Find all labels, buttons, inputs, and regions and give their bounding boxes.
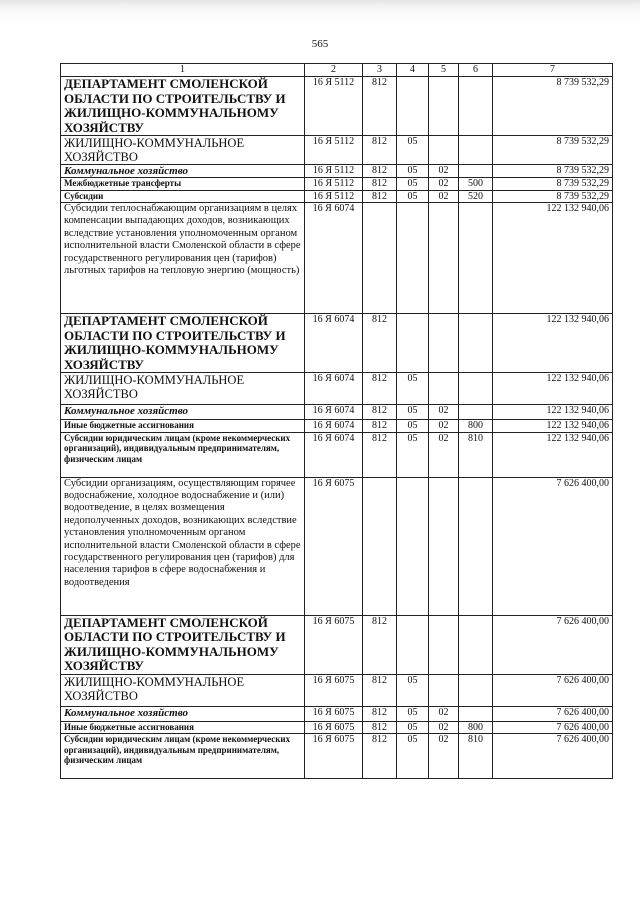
table-row xyxy=(61,405,613,420)
ministry-code xyxy=(363,203,397,314)
target-article-code: 16 Я 6074 xyxy=(305,203,363,314)
table-row xyxy=(61,721,613,734)
subsection-code xyxy=(429,203,459,314)
amount-value: 7 626 400,00 xyxy=(493,674,613,706)
ministry-code: 812 xyxy=(363,190,397,203)
row-name: Субсидии организациям, осуществляющим горячее водоснабжение, холодное водоснабжение и (или) водоотведение, в целях возмещения недополученных доходов, возникающих вследствие установления уполномоченным органом исполнительной власти Смоленской области в сфере государственного регулирования цен (тарифов) для населения тарифов в сфере водоснабжения и водоотведения xyxy=(61,477,305,615)
subsection-code xyxy=(429,136,459,165)
row-name: Субсидии теплоснабжающим организациям в целях компенсации выпадающих доходов, возникающих вследствие установления уполномоченным органом исполнительной власти Смоленской области в сфере государственного регулирования цен (тарифов) льготных тарифов на тепловую энергию (мощность) xyxy=(61,203,305,314)
ministry-code xyxy=(363,477,397,615)
subsection-code xyxy=(429,615,459,674)
expense-type-code xyxy=(459,314,493,373)
section-code xyxy=(397,77,429,136)
ministry-code: 812 xyxy=(363,373,397,405)
section-code xyxy=(397,203,429,314)
row-name: Коммунальное хозяйство xyxy=(61,165,305,178)
row-name: Иные бюджетные ассигнования xyxy=(61,721,305,734)
table-row xyxy=(61,314,613,373)
expense-type-code: 500 xyxy=(459,178,493,191)
amount-value: 8 739 532,29 xyxy=(493,190,613,203)
ministry-code: 812 xyxy=(363,721,397,734)
section-code: 05 xyxy=(397,432,429,477)
expense-type-code xyxy=(459,77,493,136)
section-code: 05 xyxy=(397,165,429,178)
expense-type-code xyxy=(459,706,493,721)
ministry-code: 812 xyxy=(363,615,397,674)
target-article-code: 16 Я 5112 xyxy=(305,190,363,203)
expense-type-code xyxy=(459,165,493,178)
ministry-code: 812 xyxy=(363,420,397,433)
ministry-code: 812 xyxy=(363,178,397,191)
table-row xyxy=(61,734,613,779)
section-code xyxy=(397,615,429,674)
row-name: Коммунальное хозяйство xyxy=(61,405,305,420)
amount-value: 7 626 400,00 xyxy=(493,721,613,734)
target-article-code: 16 Я 6075 xyxy=(305,674,363,706)
target-article-code: 16 Я 6075 xyxy=(305,721,363,734)
target-article-code: 16 Я 5112 xyxy=(305,165,363,178)
subsection-code: 02 xyxy=(429,721,459,734)
ministry-code: 812 xyxy=(363,165,397,178)
expense-type-code xyxy=(459,373,493,405)
subsection-code: 02 xyxy=(429,432,459,477)
ministry-code: 812 xyxy=(363,136,397,165)
section-code: 05 xyxy=(397,674,429,706)
amount-value: 7 626 400,00 xyxy=(493,734,613,779)
expense-type-code: 810 xyxy=(459,734,493,779)
row-name: ДЕПАРТАМЕНТ СМОЛЕНСКОЙ ОБЛАСТИ ПО СТРОИТЕЛЬСТВУ И ЖИЛИЩНО-КОММУНАЛЬНОМУ ХОЗЯЙСТВУ xyxy=(61,77,305,136)
section-code xyxy=(397,477,429,615)
section-code: 05 xyxy=(397,734,429,779)
column-header: 7 xyxy=(493,64,613,77)
subsection-code: 02 xyxy=(429,178,459,191)
column-header: 1 xyxy=(61,64,305,77)
column-header: 5 xyxy=(429,64,459,77)
section-code: 05 xyxy=(397,420,429,433)
subsection-code: 02 xyxy=(429,706,459,721)
amount-value: 122 132 940,06 xyxy=(493,420,613,433)
ministry-code: 812 xyxy=(363,706,397,721)
budget-table xyxy=(60,63,613,779)
amount-value: 8 739 532,29 xyxy=(493,136,613,165)
table-row xyxy=(61,178,613,191)
target-article-code: 16 Я 5112 xyxy=(305,136,363,165)
table-row xyxy=(61,477,613,615)
expense-type-code xyxy=(459,136,493,165)
table-row xyxy=(61,674,613,706)
target-article-code: 16 Я 5112 xyxy=(305,77,363,136)
table-row xyxy=(61,706,613,721)
section-code: 05 xyxy=(397,178,429,191)
subsection-code xyxy=(429,477,459,615)
column-header: 3 xyxy=(363,64,397,77)
ministry-code: 812 xyxy=(363,77,397,136)
row-name: Коммунальное хозяйство xyxy=(61,706,305,721)
ministry-code: 812 xyxy=(363,734,397,779)
table-row xyxy=(61,136,613,165)
column-header-row xyxy=(61,64,613,77)
row-name: ЖИЛИЩНО-КОММУНАЛЬНОЕ ХОЗЯЙСТВО xyxy=(61,674,305,706)
subsection-code: 02 xyxy=(429,165,459,178)
amount-value: 122 132 940,06 xyxy=(493,373,613,405)
subsection-code: 02 xyxy=(429,734,459,779)
amount-value: 7 626 400,00 xyxy=(493,706,613,721)
target-article-code: 16 Я 6074 xyxy=(305,420,363,433)
target-article-code: 16 Я 5112 xyxy=(305,178,363,191)
ministry-code: 812 xyxy=(363,432,397,477)
target-article-code: 16 Я 6075 xyxy=(305,734,363,779)
ministry-code: 812 xyxy=(363,674,397,706)
section-code: 05 xyxy=(397,405,429,420)
target-article-code: 16 Я 6075 xyxy=(305,477,363,615)
subsection-code xyxy=(429,314,459,373)
row-name: Иные бюджетные ассигнования xyxy=(61,420,305,433)
subsection-code: 02 xyxy=(429,405,459,420)
section-code: 05 xyxy=(397,373,429,405)
expense-type-code: 800 xyxy=(459,420,493,433)
row-name: Субсидии xyxy=(61,190,305,203)
target-article-code: 16 Я 6074 xyxy=(305,314,363,373)
subsection-code: 02 xyxy=(429,190,459,203)
amount-value: 7 626 400,00 xyxy=(493,615,613,674)
subsection-code: 02 xyxy=(429,420,459,433)
expense-type-code xyxy=(459,615,493,674)
subsection-code xyxy=(429,674,459,706)
ministry-code: 812 xyxy=(363,405,397,420)
subsection-code xyxy=(429,77,459,136)
section-code: 05 xyxy=(397,706,429,721)
row-name: Межбюджетные трансферты xyxy=(61,178,305,191)
expense-type-code xyxy=(459,203,493,314)
expense-type-code xyxy=(459,477,493,615)
expense-type-code: 810 xyxy=(459,432,493,477)
target-article-code: 16 Я 6075 xyxy=(305,706,363,721)
amount-value: 122 132 940,06 xyxy=(493,314,613,373)
table-row xyxy=(61,615,613,674)
table-row xyxy=(61,432,613,477)
target-article-code: 16 Я 6074 xyxy=(305,373,363,405)
page-number: 565 xyxy=(311,38,329,50)
expense-type-code xyxy=(459,405,493,420)
table-row xyxy=(61,77,613,136)
table-body xyxy=(61,77,613,779)
row-name: Субсидии юридическим лицам (кроме некоммерческих организаций), индивидуальным предпринимателям, физическим лицам xyxy=(61,734,305,779)
table-row xyxy=(61,203,613,314)
target-article-code: 16 Я 6075 xyxy=(305,615,363,674)
amount-value: 122 132 940,06 xyxy=(493,432,613,477)
row-name: Субсидии юридическим лицам (кроме некоммерческих организаций), индивидуальным предпринимателям, физическим лицам xyxy=(61,432,305,477)
amount-value: 122 132 940,06 xyxy=(493,203,613,314)
amount-value: 8 739 532,29 xyxy=(493,178,613,191)
scan-edge-noise xyxy=(0,0,640,30)
column-header: 4 xyxy=(397,64,429,77)
section-code: 05 xyxy=(397,721,429,734)
row-name: ЖИЛИЩНО-КОММУНАЛЬНОЕ ХОЗЯЙСТВО xyxy=(61,373,305,405)
amount-value: 7 626 400,00 xyxy=(493,477,613,615)
subsection-code xyxy=(429,373,459,405)
amount-value: 8 739 532,29 xyxy=(493,77,613,136)
table-row xyxy=(61,373,613,405)
section-code xyxy=(397,314,429,373)
row-name: ДЕПАРТАМЕНТ СМОЛЕНСКОЙ ОБЛАСТИ ПО СТРОИТЕЛЬСТВУ И ЖИЛИЩНО-КОММУНАЛЬНОМУ ХОЗЯЙСТВУ xyxy=(61,615,305,674)
expense-type-code xyxy=(459,674,493,706)
amount-value: 8 739 532,29 xyxy=(493,165,613,178)
ministry-code: 812 xyxy=(363,314,397,373)
table-row xyxy=(61,165,613,178)
column-header: 6 xyxy=(459,64,493,77)
column-header: 2 xyxy=(305,64,363,77)
table-row xyxy=(61,190,613,203)
amount-value: 122 132 940,06 xyxy=(493,405,613,420)
target-article-code: 16 Я 6074 xyxy=(305,432,363,477)
expense-type-code: 520 xyxy=(459,190,493,203)
row-name: ЖИЛИЩНО-КОММУНАЛЬНОЕ ХОЗЯЙСТВО xyxy=(61,136,305,165)
row-name: ДЕПАРТАМЕНТ СМОЛЕНСКОЙ ОБЛАСТИ ПО СТРОИТЕЛЬСТВУ И ЖИЛИЩНО-КОММУНАЛЬНОМУ ХОЗЯЙСТВУ xyxy=(61,314,305,373)
expense-type-code: 800 xyxy=(459,721,493,734)
table-row xyxy=(61,420,613,433)
section-code: 05 xyxy=(397,136,429,165)
section-code: 05 xyxy=(397,190,429,203)
target-article-code: 16 Я 6074 xyxy=(305,405,363,420)
